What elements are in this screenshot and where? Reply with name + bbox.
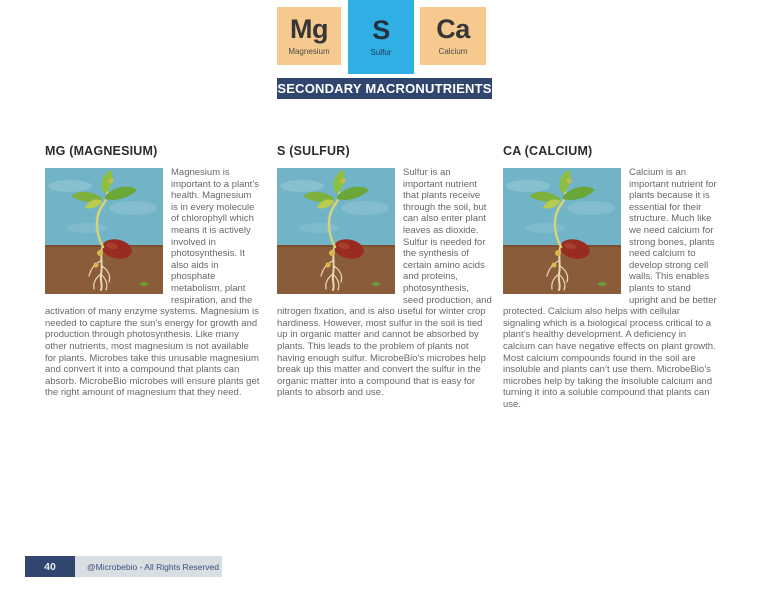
column-body-magnesium [45,167,260,399]
element-tile-calcium [420,7,486,65]
column-calcium [503,145,718,410]
element-label-sulfur: Sulfur [370,48,392,57]
element-label-calcium: Calcium [438,47,468,56]
page-number-badge: 40 [25,556,75,577]
body-text-calcium: Calcium is an important nutrient for plants because it is essential for their structure. Much like we need calcium for strong bones, plants need calcium to develop strong cell walls. This enables plants to stand upright and be better protected. Calcium also helps with cellular signaling which is a biological process critical to a plant’s healthy development. A deficiency in calcium can have negative effects on plant growth. Most calcium compounds found in the soil are insoluble and plants can’t use them. MicrobeBio’s microbes help by taking the insoluble calcium and turning it into a soluble compound that plants can use. [503,167,717,410]
element-symbol-mg: Mg [290,14,328,44]
element-tile-sulfur [348,0,414,74]
soil-ground [45,245,163,294]
column-magnesium [45,145,260,399]
column-title-sulfur: S (SULFUR) [277,144,350,158]
copyright-bar [75,556,222,577]
element-tile-magnesium [277,7,341,65]
column-title-calcium: CA (CALCIUM) [503,144,593,158]
copyright-text: @Microbebio - All Rights Reserved [87,561,219,572]
element-tiles [277,0,492,76]
element-symbol-ca: Ca [436,14,470,44]
body-text-sulfur: Sulfur is an important nutrient that plants receive through the soil, but can also enter plant leaves as dioxide. Sulfur is needed for the synthesis of certain amino acids and proteins, photosynthesis, seed production, and nitrogen fixation, and is also useful for winter crop hardiness. However, most sulfur in the soil is tied up in organic matter and cannot be absorbed by plants. This leads to the problem of plants not having enough sulfur. MicrobeBio’s microbes help break up this matter and convert the sulfur in the organic matter into a compound that is easy for plants to absorb and use. [277,167,492,399]
column-sulfur [277,145,492,399]
seedling-illustration [503,168,621,294]
section-title-banner [277,78,492,99]
column-body-calcium [503,167,718,410]
seedling-illustration [277,168,395,294]
body-text-magnesium: Magnesium is important to a plant’s health. Magnesium is in every molecule of chlorophyll which means it is actively involved in photosynthesis. It also aids in phosphate metabolism, plant respiration, and the activation of many enzyme systems. Magnesium is needed to capture the sun’s energy for growth and production through photosynthesis. Like many other nutrients, most magnesium is not available for plants. Microbes take this unusable magnesium and convert it into a compound that plants can absorb. MicrobeBio microbes will ensure plants get the right amount of magnesium that they need. [45,167,260,399]
element-symbol-s: S [372,15,390,45]
seedling-illustration [45,168,163,294]
column-title-magnesium: MG (MAGNESIUM) [45,144,158,158]
element-label-magnesium: Magnesium [288,47,330,56]
column-body-sulfur [277,167,492,399]
section-title: SECONDARY MACRONUTRIENTS [277,81,492,96]
